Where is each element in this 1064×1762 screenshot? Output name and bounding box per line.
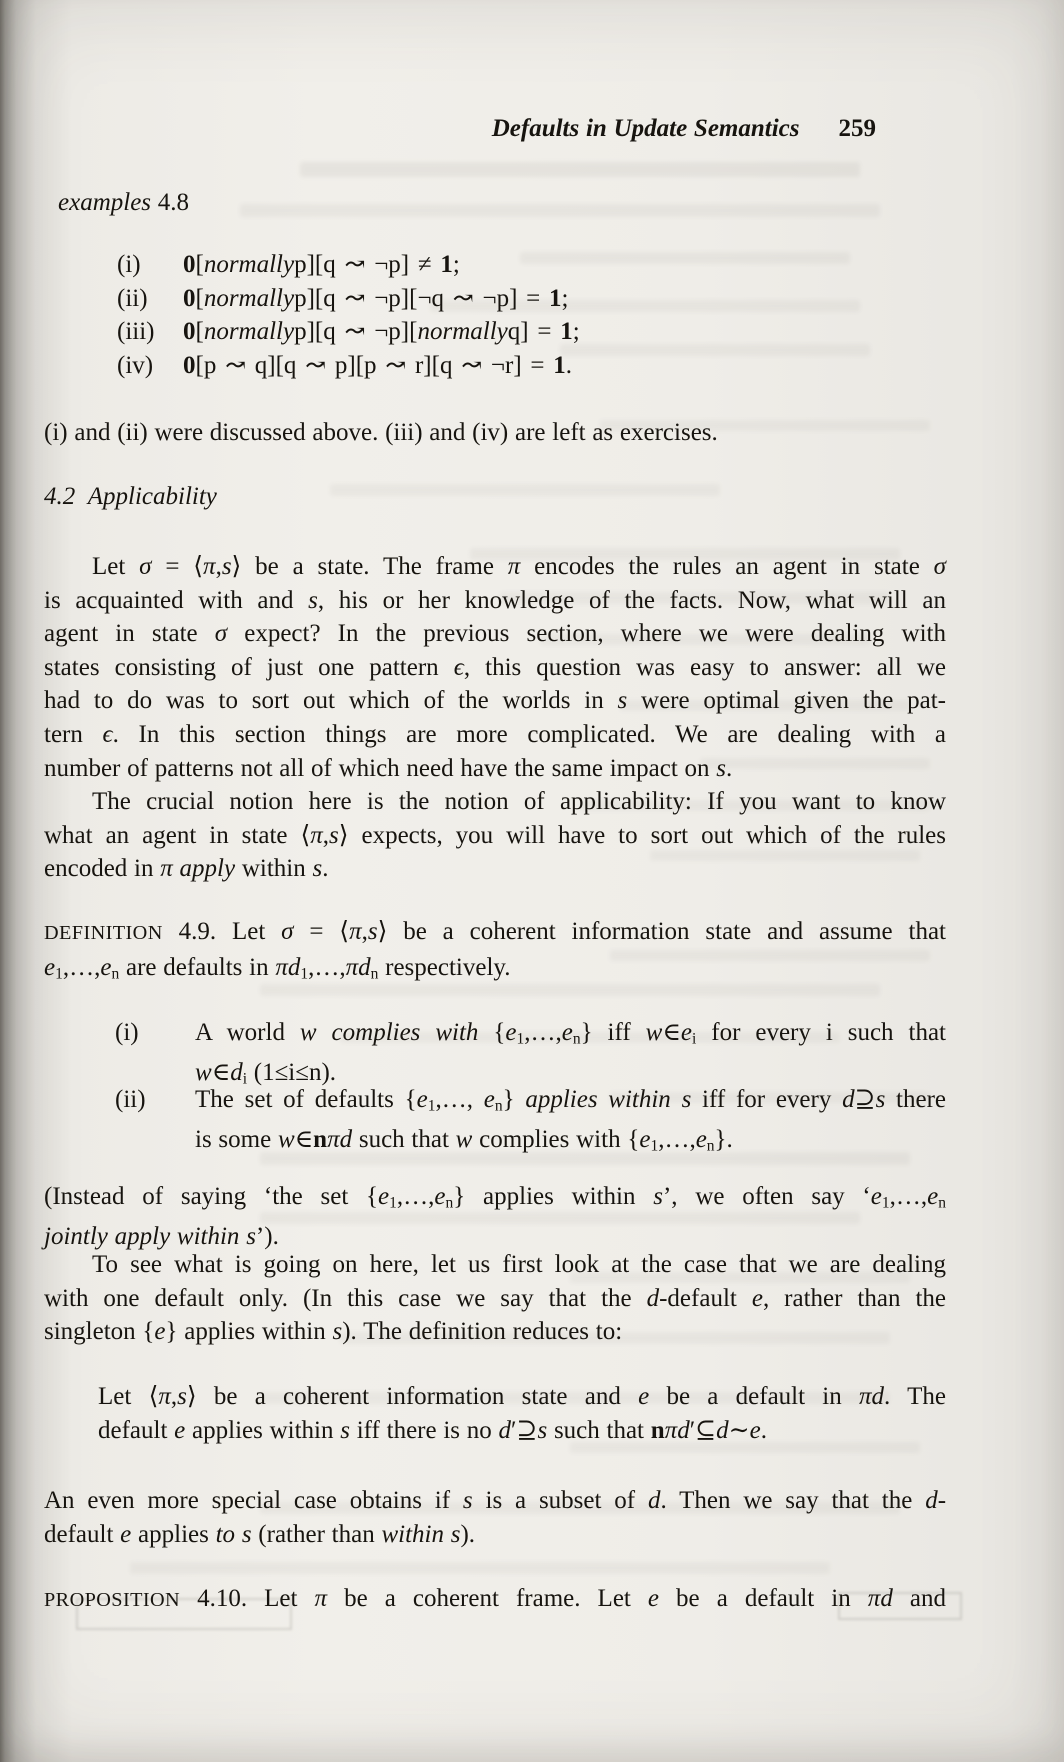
text-line: The set of defaults {e1,…, en} applies within s iff for every d⊇s there [195, 1086, 947, 1115]
example-label: (iv) [117, 351, 154, 379]
text-line: w∈di (1≤i≤n). [195, 1059, 337, 1088]
text-line: Let σ = ⟨π,s⟩ be a state. The frame π encodes the rules an agent in state σ [92, 553, 946, 580]
text-line: To see what is going on here, let us first look at the case that we are dealing [92, 1251, 946, 1278]
example-item [44, 315, 946, 349]
bleedthrough-artifact [130, 1562, 830, 1574]
examples-list [44, 248, 946, 382]
text-line: states consisting of just one pattern ϵ, this question was easy to answer: all we [44, 653, 946, 681]
text-line: Let ⟨π,s⟩ be a coherent information state and e be a default in πd. The [98, 1383, 946, 1410]
paragraph-instead [44, 1180, 946, 1254]
examples-note: (i) and (ii) were discussed above. (iii) and (iv) are left as exercises. [44, 419, 718, 446]
text-line: (Instead of saying ‘the set {e1,…,en} applies within s’, we often say ‘e1,…,en [44, 1183, 946, 1212]
example-label: (i) [117, 251, 141, 278]
example-formula: 0[normallyp][q ↝ ¬p] ≠ 1; [183, 251, 460, 278]
paragraph-state [44, 550, 946, 785]
text-line: tern ϵ. In this section things are more complicated. We are dealing with a [44, 720, 946, 748]
paragraph-crucial [44, 785, 946, 886]
definition-item-body [195, 1083, 946, 1163]
definition-reduced-block [98, 1380, 946, 1447]
text-line: An even more special case obtains if s is a subset of d. Then we say that the d- [44, 1487, 947, 1514]
text-line: PROPOSITION 4.10. Let π be a coherent frame. Let e be a default in πd and [44, 1585, 946, 1612]
text-line: A world w complies with {e1,…,en} iff w∈ei for every i such that [195, 1019, 946, 1048]
example-formula: 0[normallyp][q ↝ ¬p][¬q ↝ ¬p] = 1; [183, 284, 569, 312]
example-label: (ii) [117, 284, 148, 312]
text-line: is acquainted with and s, his or her knowledge of the facts. Now, what will an [44, 586, 946, 614]
text-line: what an agent in state ⟨π,s⟩ expects, you will have to sort out which of the rules [44, 821, 946, 849]
text-line: had to do was to sort out which of the worlds in s were optimal given the pat- [44, 687, 946, 715]
example-formula: 0[normallyp][q ↝ ¬p][normallyq] = 1; [183, 318, 580, 346]
text-line: e1,…,en are defaults in πd1,…,πdn respectively. [44, 953, 511, 982]
example-label: (iii) [117, 318, 155, 346]
definition-intro [44, 915, 946, 991]
definition-item-label: (ii) [115, 1086, 146, 1113]
text-line: number of patterns not all of which need have the same impact on s. [44, 754, 733, 782]
proposition-intro [44, 1582, 946, 1618]
examples-heading: examples 4.8 [58, 189, 190, 216]
example-formula: 0[p ↝ q][q ↝ p][p ↝ r][q ↝ ¬r] = 1. [183, 351, 572, 379]
bleedthrough-artifact [300, 162, 860, 177]
example-item [44, 282, 946, 316]
paragraph-special [44, 1484, 946, 1551]
example-item [44, 248, 946, 282]
example-item [44, 349, 946, 383]
text-line: with one default only. (In this case we say that the d-default e, rather than the [44, 1284, 947, 1312]
text-line: encoded in π apply within s. [44, 855, 329, 883]
section-heading: 4.2 Applicability [44, 483, 217, 510]
text-line: default e applies within s iff there is no d′⊇s such that nπd′⊆d∼e. [98, 1416, 767, 1444]
text-line: default e applies to s (rather than within s). [44, 1520, 476, 1548]
running-head [44, 112, 946, 146]
text-line: DEFINITION 4.9. Let σ = ⟨π,s⟩ be a coherent information state and assume that [44, 918, 946, 945]
definition-item-label: (i) [115, 1019, 139, 1046]
page-number: 259 [838, 115, 876, 142]
definition-item-2 [44, 1083, 946, 1163]
paragraph-tosee [44, 1248, 946, 1349]
text-line: agent in state σ expect? In the previous section, where we were dealing with [44, 620, 946, 648]
text-line: The crucial notion here is the notion of applicability: If you want to know [92, 788, 946, 815]
text-line: is some w∈nπd such that w complies with {e1,…,en}. [195, 1126, 733, 1155]
text-line: jointly apply within s’). [44, 1223, 279, 1250]
text-line: singleton {e} applies within s). The definition reduces to: [44, 1318, 623, 1346]
running-head-title: Defaults in Update Semantics [491, 115, 800, 142]
